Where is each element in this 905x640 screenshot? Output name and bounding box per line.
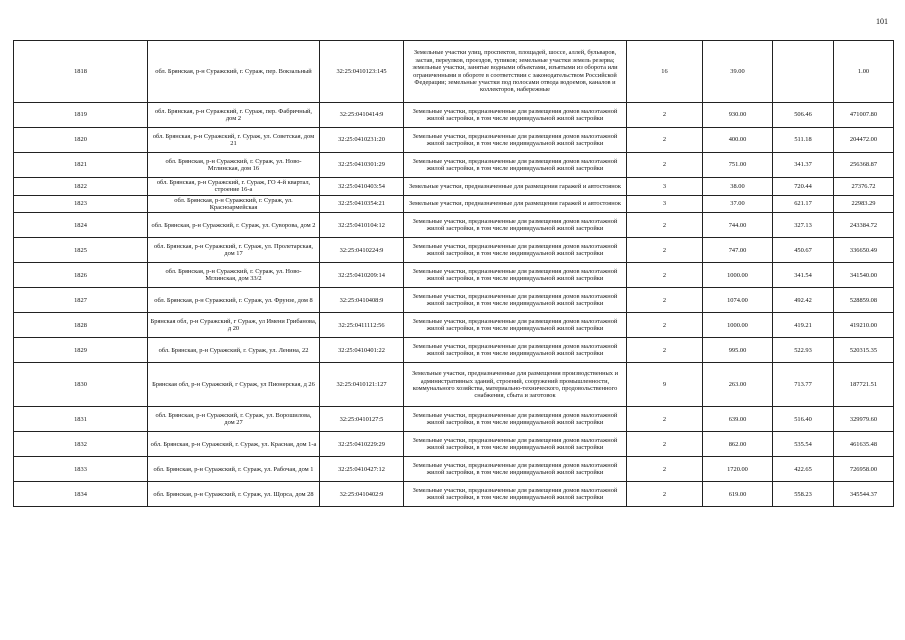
rate-cell: 506.46 bbox=[773, 103, 834, 128]
row-number-cell: 1822 bbox=[14, 178, 148, 196]
land-use-cell: Земельные участки, предназначенные для размещения домов малоэтажной жилой застройки, в том числе индивидуальной жилой застройки bbox=[404, 288, 627, 313]
area-cell: 995.00 bbox=[703, 338, 773, 363]
address-cell: обл. Брянская, р-н Суражский, г. Сураж, ул. Ворошилова, дом 27 bbox=[148, 407, 320, 432]
rate-cell: 713.77 bbox=[773, 363, 834, 407]
cadastral-value-cell: 726958.00 bbox=[834, 457, 894, 482]
cadastral-number-cell: 32:25:0410123:145 bbox=[320, 41, 404, 103]
rate-cell: 511.18 bbox=[773, 128, 834, 153]
address-cell: обл. Брянская, р-н Суражский, г. Сураж, ул. Ново-Мглинская, дом 33/2 bbox=[148, 263, 320, 288]
cadastral-number-cell: 32:25:0410401:22 bbox=[320, 338, 404, 363]
table-row bbox=[14, 482, 894, 507]
group-cell: 2 bbox=[627, 128, 703, 153]
cadastral-value-cell: 243384.72 bbox=[834, 213, 894, 238]
land-use-cell: Земельные участки, предназначенные для размещения домов малоэтажной жилой застройки, в том числе индивидуальной жилой застройки bbox=[404, 263, 627, 288]
group-cell: 2 bbox=[627, 338, 703, 363]
cadastral-number-cell: 32:25:0410229:29 bbox=[320, 432, 404, 457]
land-use-cell: Земельные участки, предназначенные для размещения домов малоэтажной жилой застройки, в том числе индивидуальной жилой застройки bbox=[404, 338, 627, 363]
area-cell: 1074.00 bbox=[703, 288, 773, 313]
land-use-cell: Земельные участки, предназначенные для размещения домов малоэтажной жилой застройки, в том числе индивидуальной жилой застройки bbox=[404, 407, 627, 432]
group-cell: 2 bbox=[627, 103, 703, 128]
group-cell: 2 bbox=[627, 407, 703, 432]
table-row bbox=[14, 103, 894, 128]
group-cell: 9 bbox=[627, 363, 703, 407]
cadastral-number-cell: 32:25:0410224:9 bbox=[320, 238, 404, 263]
land-use-cell: Земельные участки, предназначенные для размещения домов малоэтажной жилой застройки, в том числе индивидуальной жилой застройки bbox=[404, 128, 627, 153]
land-use-cell: Земельные участки, предназначенные для размещения домов малоэтажной жилой застройки, в том числе индивидуальной жилой застройки bbox=[404, 482, 627, 507]
area-cell: 400.00 bbox=[703, 128, 773, 153]
land-use-cell: Земельные участки, предназначенные для размещения домов малоэтажной жилой застройки, в том числе индивидуальной жилой застройки bbox=[404, 313, 627, 338]
address-cell: обл. Брянская, р-н Суражский, г. Сураж, ул. Рабочая, дом 1 bbox=[148, 457, 320, 482]
group-cell: 2 bbox=[627, 482, 703, 507]
row-number-cell: 1823 bbox=[14, 195, 148, 213]
cadastral-value-cell: 520315.35 bbox=[834, 338, 894, 363]
area-cell: 1000.00 bbox=[703, 313, 773, 338]
table-row bbox=[14, 195, 894, 213]
table-row bbox=[14, 338, 894, 363]
row-number-cell: 1833 bbox=[14, 457, 148, 482]
address-cell: обл. Брянская, р-н Суражский, г. Сураж, ул. Щорса, дом 28 bbox=[148, 482, 320, 507]
address-cell: Брянская обл, р-н Суражский, г Сураж, ул Имени Грибанова, д 20 bbox=[148, 313, 320, 338]
address-cell: Брянская обл, р-н Суражский, г Сураж, ул Пионерская, д 26 bbox=[148, 363, 320, 407]
row-number-cell: 1819 bbox=[14, 103, 148, 128]
group-cell: 2 bbox=[627, 313, 703, 338]
address-cell: обл. Брянская, р-н Суражский, г. Сураж, ул. Ленина, 22 bbox=[148, 338, 320, 363]
area-cell: 37.00 bbox=[703, 195, 773, 213]
group-cell: 2 bbox=[627, 288, 703, 313]
rate-cell: 535.54 bbox=[773, 432, 834, 457]
rate-cell: 558.23 bbox=[773, 482, 834, 507]
row-number-cell: 1820 bbox=[14, 128, 148, 153]
table-row bbox=[14, 238, 894, 263]
land-use-cell: Земельные участки, предназначенные для размещения домов малоэтажной жилой застройки, в том числе индивидуальной жилой застройки bbox=[404, 432, 627, 457]
cadastral-number-cell: 32:25:0410414:9 bbox=[320, 103, 404, 128]
cadastral-number-cell: 32:25:0410354:21 bbox=[320, 195, 404, 213]
area-cell: 619.00 bbox=[703, 482, 773, 507]
cadastral-value-cell: 341540.00 bbox=[834, 263, 894, 288]
group-cell: 2 bbox=[627, 153, 703, 178]
area-cell: 751.00 bbox=[703, 153, 773, 178]
table-row bbox=[14, 213, 894, 238]
cadastral-number-cell: 32:25:0410403:54 bbox=[320, 178, 404, 196]
group-cell: 2 bbox=[627, 238, 703, 263]
cadastral-number-cell: 32:25:0410427:12 bbox=[320, 457, 404, 482]
row-number-cell: 1834 bbox=[14, 482, 148, 507]
rate-cell: 327.13 bbox=[773, 213, 834, 238]
address-cell: обл. Брянская, р-н Суражский, г. Сураж, ул. Фрунзе, дом 8 bbox=[148, 288, 320, 313]
row-number-cell: 1826 bbox=[14, 263, 148, 288]
address-cell: обл. Брянская, р-н Суражский, г. Сураж, ул. Красная, дом 1-а bbox=[148, 432, 320, 457]
row-number-cell: 1831 bbox=[14, 407, 148, 432]
area-cell: 38.00 bbox=[703, 178, 773, 196]
address-cell: обл. Брянская, р-н Суражский, г. Сураж, пер. Фабричный, дом 2 bbox=[148, 103, 320, 128]
table-row bbox=[14, 128, 894, 153]
group-cell: 2 bbox=[627, 263, 703, 288]
address-cell: обл. Брянская, р-н Суражский, г. Сураж, ул. Ново-Мглинская, дом 16 bbox=[148, 153, 320, 178]
land-use-cell: Земельные участки, предназначенные для размещения гаражей и автостоянок bbox=[404, 178, 627, 196]
rate-cell: 422.65 bbox=[773, 457, 834, 482]
rate-cell: 450.67 bbox=[773, 238, 834, 263]
rate-cell: 516.40 bbox=[773, 407, 834, 432]
table-row bbox=[14, 153, 894, 178]
land-use-cell: Земельные участки, предназначенные для размещения домов малоэтажной жилой застройки, в том числе индивидуальной жилой застройки bbox=[404, 153, 627, 178]
cadastral-value-cell: 329979.60 bbox=[834, 407, 894, 432]
table-body bbox=[14, 41, 894, 507]
table-row bbox=[14, 313, 894, 338]
table-row bbox=[14, 263, 894, 288]
row-number-cell: 1832 bbox=[14, 432, 148, 457]
area-cell: 639.00 bbox=[703, 407, 773, 432]
area-cell: 930.00 bbox=[703, 103, 773, 128]
area-cell: 39.00 bbox=[703, 41, 773, 103]
row-number-cell: 1821 bbox=[14, 153, 148, 178]
land-use-cell: Земельные участки, предназначенные для размещения домов малоэтажной жилой застройки, в том числе индивидуальной жилой застройки bbox=[404, 238, 627, 263]
cadastral-value-cell: 204472.00 bbox=[834, 128, 894, 153]
rate-cell: 419.21 bbox=[773, 313, 834, 338]
cadastral-number-cell: 32:25:0410121:127 bbox=[320, 363, 404, 407]
land-use-cell: Земельные участки, предназначенные для размещения домов малоэтажной жилой застройки, в том числе индивидуальной жилой застройки bbox=[404, 103, 627, 128]
cadastral-value-cell: 528859.08 bbox=[834, 288, 894, 313]
table-row bbox=[14, 432, 894, 457]
area-cell: 744.00 bbox=[703, 213, 773, 238]
rate-cell: 341.54 bbox=[773, 263, 834, 288]
row-number-cell: 1827 bbox=[14, 288, 148, 313]
group-cell: 2 bbox=[627, 432, 703, 457]
row-number-cell: 1829 bbox=[14, 338, 148, 363]
table-row bbox=[14, 41, 894, 103]
group-cell: 16 bbox=[627, 41, 703, 103]
rate-cell: 492.42 bbox=[773, 288, 834, 313]
cadastral-value-cell: 27376.72 bbox=[834, 178, 894, 196]
cadastral-number-cell: 32:25:0410127:5 bbox=[320, 407, 404, 432]
row-number-cell: 1830 bbox=[14, 363, 148, 407]
group-cell: 3 bbox=[627, 195, 703, 213]
cadastral-number-cell: 32:25:0410104:12 bbox=[320, 213, 404, 238]
cadastral-number-cell: 32:25:0410408:9 bbox=[320, 288, 404, 313]
area-cell: 1000.00 bbox=[703, 263, 773, 288]
row-number-cell: 1818 bbox=[14, 41, 148, 103]
row-number-cell: 1824 bbox=[14, 213, 148, 238]
address-cell: обл. Брянская, р-н Суражский, г. Сураж, пер. Вокзальный bbox=[148, 41, 320, 103]
cadastral-number-cell: 32:25:0410301:29 bbox=[320, 153, 404, 178]
cadastral-registry-table bbox=[13, 40, 894, 507]
table-row bbox=[14, 457, 894, 482]
cadastral-value-cell: 336650.49 bbox=[834, 238, 894, 263]
rate-cell bbox=[773, 41, 834, 103]
cadastral-value-cell: 187721.51 bbox=[834, 363, 894, 407]
area-cell: 862.00 bbox=[703, 432, 773, 457]
cadastral-number-cell: 32:25:0410402:9 bbox=[320, 482, 404, 507]
cadastral-value-cell: 256368.87 bbox=[834, 153, 894, 178]
cadastral-value-cell: 1.00 bbox=[834, 41, 894, 103]
rate-cell: 720.44 bbox=[773, 178, 834, 196]
address-cell: обл. Брянская, р-н Суражский, г. Сураж, ул. Суворова, дом 2 bbox=[148, 213, 320, 238]
cadastral-value-cell: 471007.80 bbox=[834, 103, 894, 128]
land-use-cell: Земельные участки, предназначенные для размещения домов малоэтажной жилой застройки, в том числе индивидуальной жилой застройки bbox=[404, 213, 627, 238]
table-row bbox=[14, 288, 894, 313]
address-cell: обл. Брянская, р-н Суражский, г. Сураж, ул. Пролетарская, дом 17 bbox=[148, 238, 320, 263]
group-cell: 2 bbox=[627, 457, 703, 482]
address-cell: обл. Брянская, р-н Суражский, г. Сураж, ул. Советская, дом 21 bbox=[148, 128, 320, 153]
cadastral-value-cell: 345544.37 bbox=[834, 482, 894, 507]
area-cell: 1720.00 bbox=[703, 457, 773, 482]
cadastral-value-cell: 419210.00 bbox=[834, 313, 894, 338]
cadastral-value-cell: 461635.48 bbox=[834, 432, 894, 457]
area-cell: 263.00 bbox=[703, 363, 773, 407]
address-cell: обл. Брянская, р-н Суражский, г. Сураж, ул. Красноармейская bbox=[148, 195, 320, 213]
rate-cell: 621.17 bbox=[773, 195, 834, 213]
page-number: 101 bbox=[876, 17, 888, 26]
cadastral-number-cell: 32:25:0411112:56 bbox=[320, 313, 404, 338]
land-use-cell: Земельные участки улиц, проспектов, площадей, шоссе, аллей, бульваров, застав, переулков, проездов, тупиков; земельные участки земель резерва; земельные участки, занятые водными объектами, изъятыми из оборота или ограниченными в обороте в соответствии с законодательством Российской Федерации; земельные участки под полосами отвода водоемов, каналов и коллекторов, набережные bbox=[404, 41, 627, 103]
cadastral-number-cell: 32:25:0410209:14 bbox=[320, 263, 404, 288]
land-use-cell: Земельные участки, предназначенные для размещения домов малоэтажной жилой застройки, в том числе индивидуальной жилой застройки bbox=[404, 457, 627, 482]
table-row bbox=[14, 407, 894, 432]
address-cell: обл. Брянская, р-н Суражский, г. Сураж, ГО 4-й квартал, строение 16-а bbox=[148, 178, 320, 196]
rate-cell: 341.37 bbox=[773, 153, 834, 178]
area-cell: 747.00 bbox=[703, 238, 773, 263]
table-row bbox=[14, 363, 894, 407]
group-cell: 3 bbox=[627, 178, 703, 196]
land-use-cell: Земельные участки, предназначенные для размещения гаражей и автостоянок bbox=[404, 195, 627, 213]
row-number-cell: 1825 bbox=[14, 238, 148, 263]
cadastral-number-cell: 32:25:0410231:20 bbox=[320, 128, 404, 153]
group-cell: 2 bbox=[627, 213, 703, 238]
rate-cell: 522.93 bbox=[773, 338, 834, 363]
land-use-cell: Земельные участки, предназначенные для размещения производственных и административных зданий, строений, сооружений промышленности, коммунального хозяйства, материально-технического, продовольственного снабжения, сбыта и заготовок bbox=[404, 363, 627, 407]
table-row bbox=[14, 178, 894, 196]
row-number-cell: 1828 bbox=[14, 313, 148, 338]
cadastral-value-cell: 22983.29 bbox=[834, 195, 894, 213]
